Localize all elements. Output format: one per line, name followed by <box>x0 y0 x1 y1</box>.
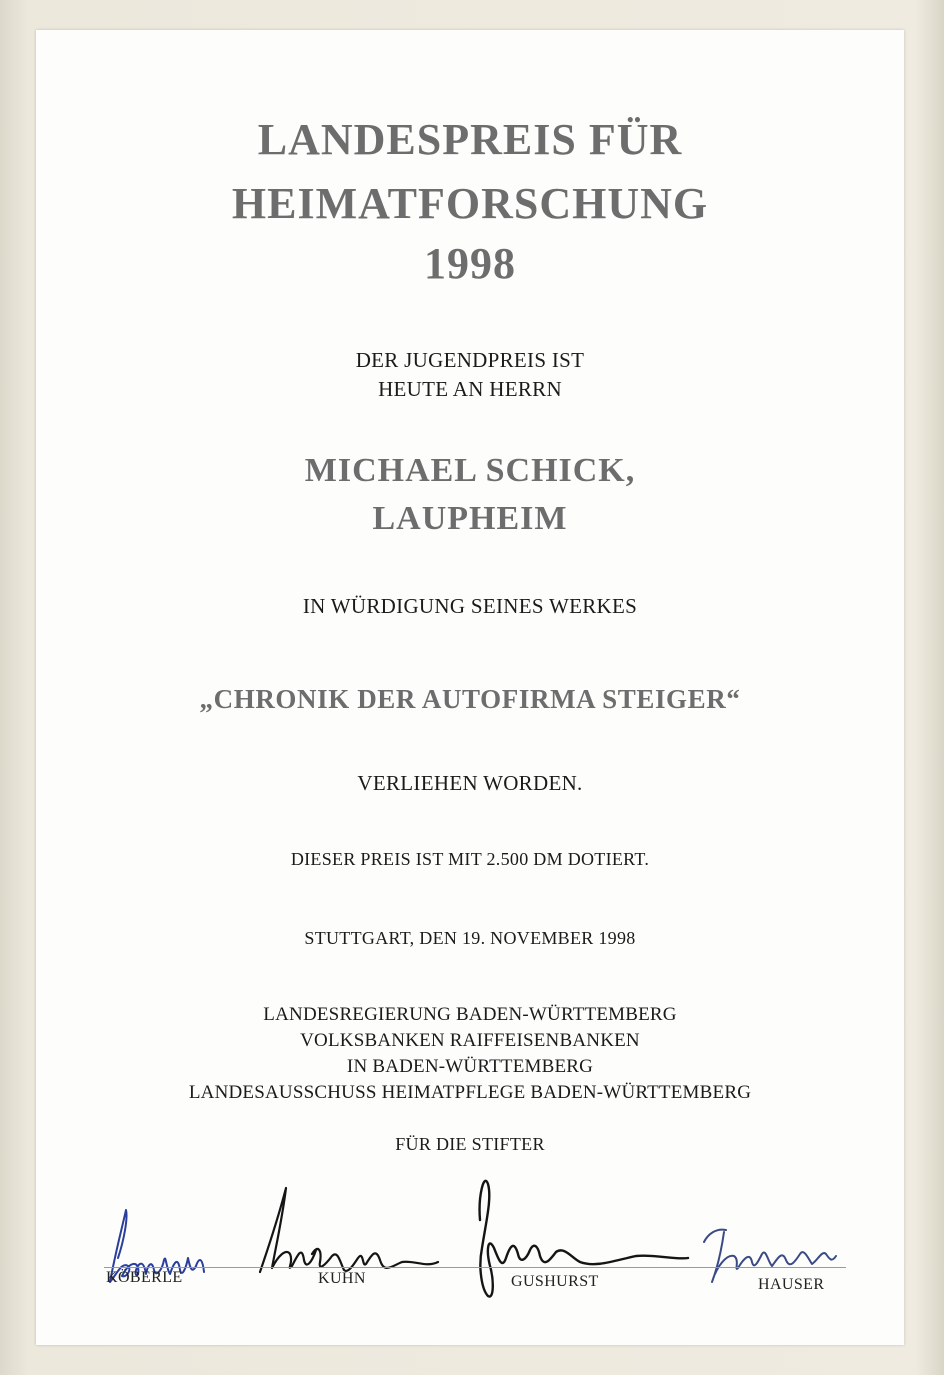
signatory-gushurst: GUSHURST <box>511 1273 599 1290</box>
signature-baseline <box>104 1267 846 1268</box>
signature-hauser <box>704 1230 836 1282</box>
prize-note: DIESER PREIS IST MIT 2.500 DM DOTIERT. <box>290 849 650 869</box>
signatory-koeberle: KÖBERLE <box>106 1269 183 1286</box>
recipient-name: MICHAEL SCHICK, <box>304 452 636 489</box>
tribute-line: IN WÜRDIGUNG SEINES WERKES <box>302 594 638 618</box>
intro-line-2: HEUTE AN HERRN <box>378 377 562 401</box>
place-date: STUTTGART, DEN 19. NOVEMBER 1998 <box>304 928 636 948</box>
signatory-hauser: HAUSER <box>758 1276 825 1293</box>
work-title: „CHRONIK DER AUTOFIRMA STEIGER“ <box>199 684 741 714</box>
donor-line-2: VOLKSBANKEN RAIFFEISENBANKEN <box>300 1030 640 1051</box>
certificate-sheet <box>36 30 904 1345</box>
recipient-town: LAUPHEIM <box>372 500 568 537</box>
title-line-2: HEIMATFORSCHUNG <box>231 179 709 228</box>
for-donors-line: FÜR DIE STIFTER <box>395 1134 545 1154</box>
signature-kuhn <box>260 1188 438 1272</box>
signatory-kuhn: KUHN <box>318 1270 366 1287</box>
awarded-line: VERLIEHEN WORDEN. <box>357 771 583 795</box>
award-year: 1998 <box>424 239 516 288</box>
donor-line-1: LANDESREGIERUNG BADEN-WÜRTTEMBERG <box>263 1004 677 1025</box>
title-line-1: LANDESPREIS FÜR <box>257 115 683 164</box>
donor-line-3: IN BADEN-WÜRTTEMBERG <box>346 1056 594 1077</box>
intro-line-1: DER JUGENDPREIS IST <box>355 348 585 372</box>
donor-line-4: LANDESAUSSCHUSS HEIMATPFLEGE BADEN-WÜRTTEMBERG <box>188 1082 752 1103</box>
